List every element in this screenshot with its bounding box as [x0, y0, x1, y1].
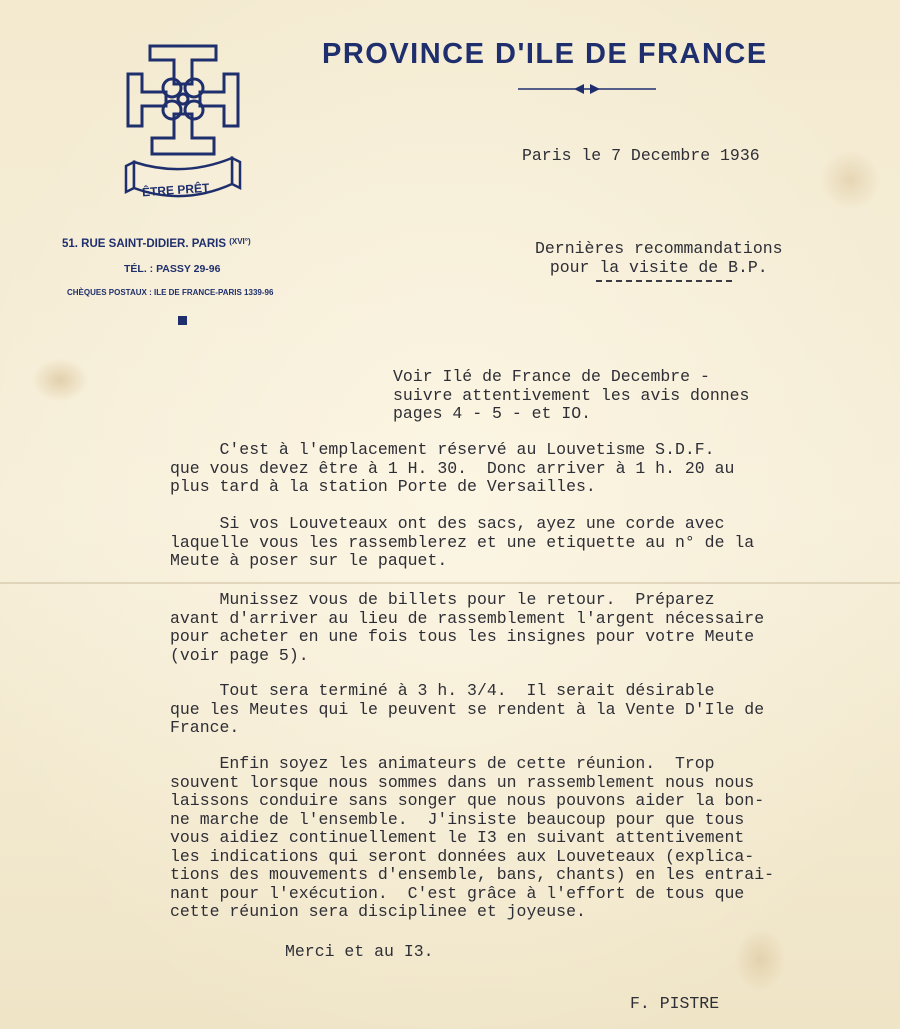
address-line [62, 237, 251, 250]
paper-fold-line [0, 582, 900, 584]
postal-account-line: CHÈQUES POSTAUX : ILE DE FRANCE-PARIS 1339-96 [67, 288, 274, 297]
paragraph-end-time: Tout sera terminé à 3 h. 3/4. Il serait désirable que les Meutes qui le peuvent se rendent à la Vente D'Ile de France. [170, 681, 765, 737]
paragraph-bags: Si vos Louveteaux ont des sacs, ayez une corde avec laquelle vous les rassemblerez et une etiquette au n° de la Meute à poser sur le paquet. [170, 514, 755, 570]
paragraph-location: C'est à l'emplacement réservé au Louvetisme S.D.F. que vous devez être à 1 H. 30. Donc arriver à 1 h. 20 au plus tard à la station Porte de Versailles. [170, 440, 735, 496]
paragraph-animators: Enfin soyez les animateurs de cette réunion. Trop souvent lorsque nous sommes dans un rassemblement nous nous laissons conduire sans songer que nous pouvons aider la bon- ne marche de l'ensemble. J'insiste beaucoup pour que tous vous aidiez continuellement le I3 en suivant attentivement les indications qui seront données aux Louveteaux (explica- tions des mouvements d'ensemble, bans, chants) en les entrai- nant pour l'exécution. C'est grâce à l'effort de tous que cette réunion sera disciplinee et joyeuse. [170, 754, 774, 921]
street-address: 51. RUE SAINT-DIDIER. PARIS [62, 238, 227, 250]
closing-line: Merci et au I3. [285, 942, 434, 961]
phone-line: TÉL. : PASSY 29-96 [124, 263, 221, 275]
paragraph-tickets: Munissez vous de billets pour le retour. Préparez avant d'arriver au lieu de rassemblement l'argent nécessaire pour acheter en une fois tous les insignes pour votre Meute (voir page 5). [170, 590, 765, 665]
subject-underline [596, 280, 732, 282]
square-bullet-icon [178, 316, 187, 325]
date-line: Paris le 7 Decembre 1936 [522, 146, 760, 165]
arrondissement: (XVI°) [229, 237, 251, 246]
signature: F. PISTRE [630, 994, 720, 1013]
letterhead-title: PROVINCE D'ILE DE FRANCE [322, 38, 768, 70]
title-ornament-rule [518, 83, 656, 95]
paragraph-reference: Voir Ilé de France de Decembre - suivre attentivement les avis donnes pages 4 - 5 - et IO. [393, 367, 750, 423]
motto-banner-text: ÊTRE PRÊT [141, 180, 210, 200]
subject-heading: Dernières recommandations pour la visite de B.P. [535, 239, 783, 277]
